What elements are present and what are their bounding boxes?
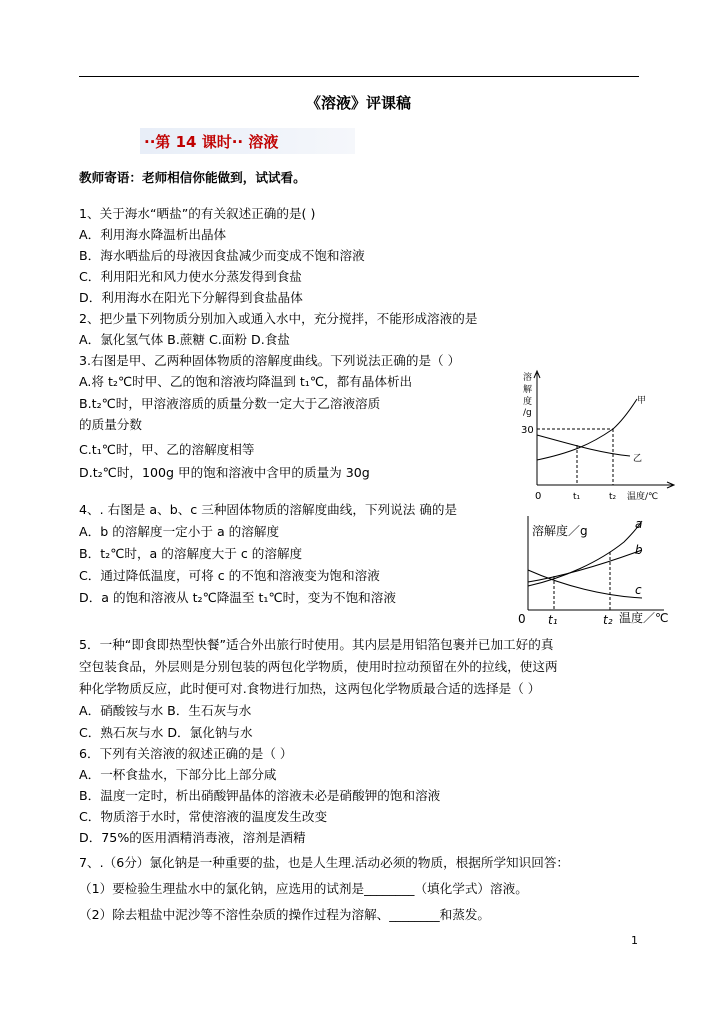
q3-option-a: A.将 t₂℃时甲、乙的饱和溶液均降温到 t₁℃，都有晶体析出: [79, 374, 413, 389]
fig1-label-yi: 乙: [633, 454, 643, 464]
fig1-xtick-t2: t₂: [609, 492, 617, 502]
q5-stem-2: 空包装食品，外层则是分别包装的两包化学物质，使用时拉动预留在外的拉线，使这两: [79, 659, 558, 674]
fig1-ylabel-3: 度: [523, 397, 533, 407]
q2-stem: 2、把少量下列物质分别加入或通入水中，充分搅拌，不能形成溶液的是: [79, 311, 478, 326]
fig1-ylabel-1: 溶: [523, 373, 533, 383]
q6-option-c: C．物质溶于水时，常使溶液的温度发生改变: [79, 809, 328, 824]
q5-stem-1: 5．一种“即食即热型快餐”适合外出旅行时使用。其内层是用铝箔包裹并已加工好的真: [79, 637, 554, 652]
q2-options: A．氯化氢气体 B.蔗糖 C.面粉 D.食盐: [79, 332, 290, 347]
q1-option-b: B．海水晒盐后的母液因食盐减少而变成不饱和溶液: [79, 248, 365, 263]
q4-option-b: B．t₂℃时，a 的溶解度大于 c 的溶解度: [79, 546, 303, 561]
fig1-origin: 0: [535, 491, 542, 502]
q7-part-2: （2）除去粗盐中泥沙等不溶性杂质的操作过程为溶解、________和蒸发。: [79, 907, 491, 922]
q6-option-d: D．75%的医用酒精消毒液，溶剂是酒精: [79, 830, 306, 845]
q6-option-b: B．温度一定时，析出硝酸钾晶体的溶液未必是硝酸钾的饱和溶液: [79, 788, 441, 803]
page-number: 1: [631, 934, 638, 947]
q1-option-a: A．利用海水降温析出晶体: [79, 227, 227, 242]
fig1-ytick-30: 30: [521, 425, 534, 436]
fig2-origin: 0: [518, 612, 526, 626]
fig1-xlabel: 温度/℃: [627, 492, 659, 502]
q3-stem: 3.右图是甲、乙两种固体物质的溶解度曲线。下列说法正确的是（ ）: [79, 353, 461, 368]
lesson-title: ··第 14 课时·· 溶液: [144, 133, 279, 151]
fig1-ylabel-2: 解: [523, 385, 533, 395]
q3-option-c: C.t₁℃时，甲、乙的溶解度相等: [79, 442, 255, 457]
q1-stem: 1、关于海水“晒盐”的有关叙述正确的是( ): [79, 206, 316, 221]
teacher-motto: 教师寄语：老师相信你能做到，试试看。: [79, 170, 306, 185]
fig1-label-jia: 甲: [637, 396, 647, 406]
q5-stem-3: 种化学物质反应，此时便可对.食物进行加热，这两包化学物质最合适的选择是（ ）: [79, 681, 541, 696]
q4-option-d: D．a 的饱和溶液从 t₂℃降温至 t₁℃时，变为不饱和溶液: [79, 590, 396, 605]
q6-stem: 6．下列有关溶液的叙述正确的是（ ）: [79, 746, 293, 761]
fig1-ylabel-4: /g: [523, 408, 532, 418]
fig2-xtick-t2: t₂: [603, 613, 613, 627]
q7-stem: 7、.（6分）氯化钠是一种重要的盐，也是人生理.活动必须的物质，根据所学知识回答：: [79, 855, 570, 870]
solubility-chart-2: [514, 512, 682, 632]
q5-options-cd: C．熟石灰与水 D．氯化钠与水: [79, 725, 253, 740]
fig2-xtick-t1: t₁: [548, 613, 558, 627]
q1-option-c: C．利用阳光和风力使水分蒸发得到食盐: [79, 269, 302, 284]
q7-part-1: （1）要检验生理盐水中的氯化钠，应选用的试剂是________（填化学式）溶液。: [79, 881, 528, 896]
q4-stem: 4、. 右图是 a、b、c 三种固体物质的溶解度曲线，下列说法 确的是: [79, 502, 458, 517]
fig2-xlabel: 温度／℃: [619, 611, 669, 625]
header-rule: [79, 76, 639, 77]
fig2-ylabel: 溶解度／g: [532, 524, 588, 538]
q5-options-ab: A．硝酸铵与水 B．生石灰与水: [79, 703, 252, 718]
fig2-label-c: c: [635, 583, 642, 597]
q3-option-b-cont: 的质量分数: [79, 417, 142, 432]
document-title: [0, 92, 717, 113]
lesson-banner: [140, 128, 355, 154]
title-text: 《溶液》评课稿: [305, 94, 411, 112]
q6-option-a: A．一杯食盐水，下部分比上部分咸: [79, 767, 277, 782]
fig2-label-b: b: [635, 543, 643, 557]
q4-option-c: C．通过降低温度，可将 c 的不饱和溶液变为饱和溶液: [79, 568, 380, 583]
solubility-chart-1: [515, 365, 675, 505]
q4-option-a: A．b 的溶解度一定小于 a 的溶解度: [79, 524, 280, 539]
fig2-curve-c: [528, 570, 642, 598]
fig2-label-a: a: [635, 517, 643, 531]
q3-option-d: D.t₂℃时，100g 甲的饱和溶液中含甲的质量为 30g: [79, 465, 370, 480]
q3-option-b: B.t₂℃时，甲溶液溶质的质量分数一定大于乙溶液溶质: [79, 396, 381, 411]
fig1-xtick-t1: t₁: [573, 492, 581, 502]
q1-option-d: D．利用海水在阳光下分解得到食盐晶体: [79, 290, 303, 305]
